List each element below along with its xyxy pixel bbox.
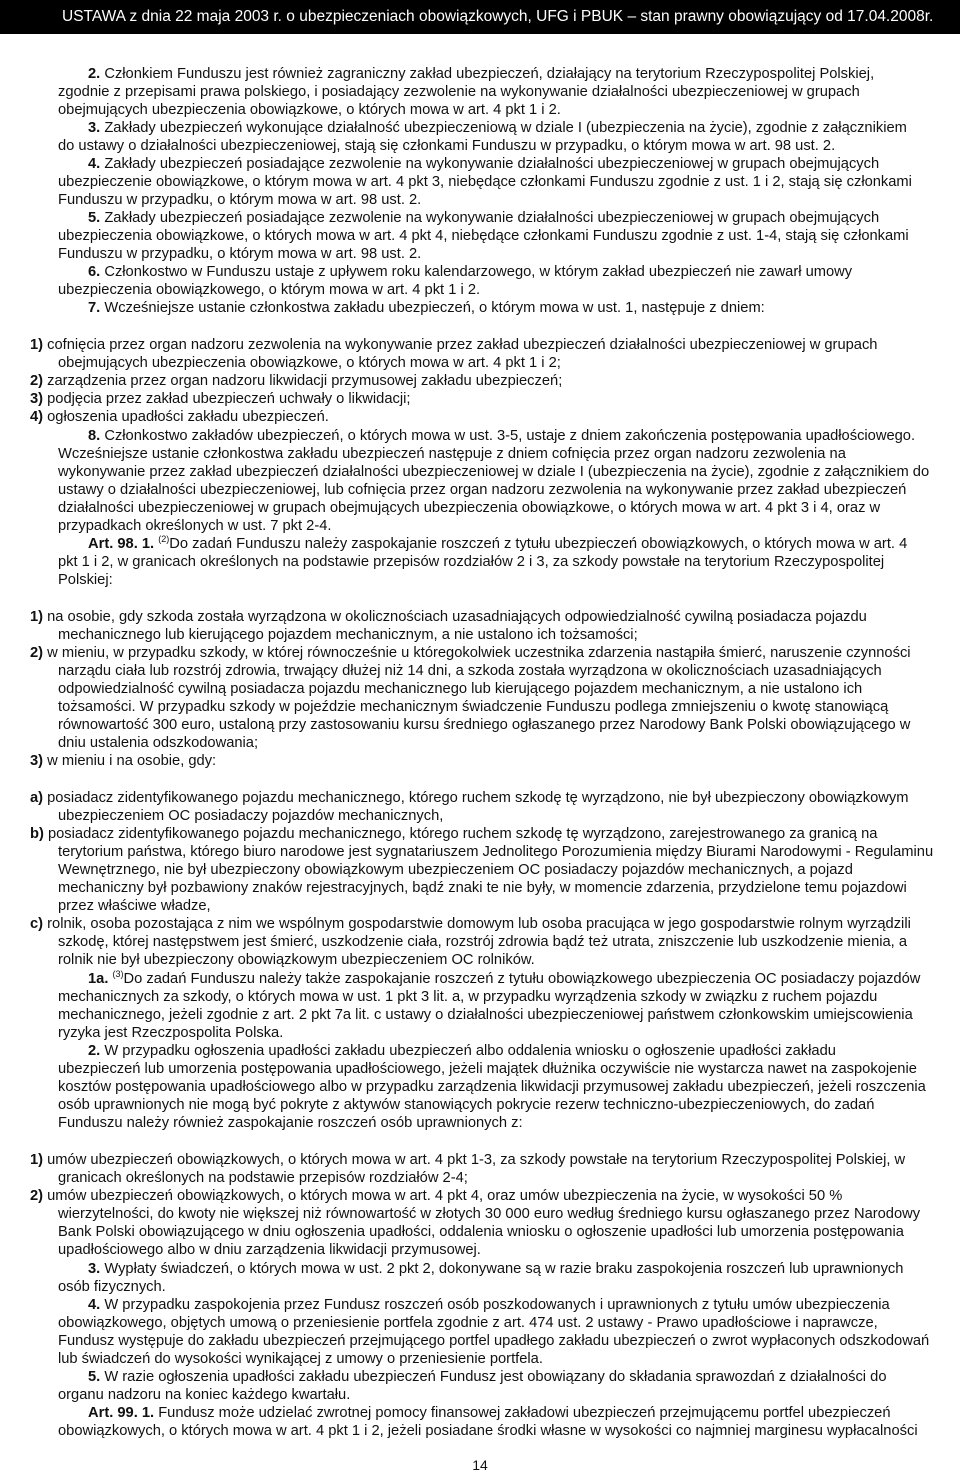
text-line [58,1241,481,1259]
section-number: 7. [88,300,101,316]
text-line [58,897,211,915]
text-line [30,336,877,354]
line-text: do ustawy o działalności ubezpieczeniowej, stają się członkami Funduszu w przypadku, o którym mowa w art. 98 ust. 2. [58,138,836,154]
text-line [58,626,638,644]
line-text: posiadacz zidentyfikowanego pojazdu mechanicznego, którego ruchem szkodę tę wyrządzono, zarejestrowanego za granicą na [43,826,878,842]
section-number: 3. [88,1261,101,1277]
text-line [58,1169,468,1187]
line-text: obowiązkowego, objętych umową o przeniesienie portfela zgodnie z art. 474 ust. 2 ustawy - Prawo upadłościowe i naprawcze, [58,1315,878,1331]
line-text: Wewnętrznego, nie był ubezpieczony obowiązkowym ubezpieczeniem OC posiadaczy pojazdów mechanicznych, a pojazd [58,862,853,878]
text-line [58,734,258,752]
text-line [30,1151,905,1169]
line-text: ubezpieczenia obowiązkowego, o którym mowa w art. 4 pkt 1 i 2. [58,282,481,298]
footnote-ref: (3) [112,969,124,980]
section-number: 1a. [88,971,109,987]
text-line [88,65,874,83]
line-text: terytorium państwa, którego biuro narodowe jest sygnatariuszem Jednolitego Porozumienia między Biurami Narodowymi - Regulaminu [58,844,934,860]
text-line [30,408,329,426]
line-text: obejmujących ubezpieczenia obowiązkowe, o których mowa w art. 4 pkt 1 i 2. [58,102,561,118]
line-text: ubezpieczeniem OC posiadaczy pojazdów mechanicznych, [58,808,444,824]
line-text: mechanicznego lub kierującego pojazdem mechanicznym, a nie ustalono ich tożsamości; [58,627,638,643]
text-line [58,553,884,571]
line-text: Fundusz występuje do zakładu ubezpieczeń przejmującego portfel upadłego zakładu ubezpieczeń o zwrot wypłaconych odszkodowań [58,1333,930,1349]
section-number: 4. [88,1297,101,1313]
text-line [58,1006,913,1024]
line-text: tożsamości. W przypadku szkody w pojeździe mechanicznym świadczenie Funduszu podlega zmniejszeniu o kwotę stanowiącą [58,699,889,715]
section-number: 2) [30,373,44,389]
line-text: upadłościowego albo w dniu zarządzenia likwidacji przymusowej. [58,1242,481,1258]
text-line [58,1350,543,1368]
line-text: posiadacz zidentyfikowanego pojazdu mechanicznego, którego ruchem szkodę tę wyrządzono, nie był ubezpieczony obowiązkowym [43,790,909,806]
line-text: obejmujących ubezpieczenia obowiązkowe, o których mowa w art. 4 pkt 1 i 2; [58,355,561,371]
text-line [58,662,882,680]
section-number: Art. 99. 1. [88,1405,155,1421]
line-text: zgodnie z przepisami prawa polskiego, i posiadający zezwolenie na wykonywanie działalności ubezpieczeniowej w grupach [58,84,860,100]
line-text: ogłoszenia upadłości zakładu ubezpieczeń. [43,409,329,425]
text-line [88,119,907,137]
text-line [58,1332,929,1350]
line-text: mechanicznego, jeżeli zgodnie z art. 2 pkt 7a lit. c ustawy o działalności ubezpieczeniowej państwem członkowskim umiejscowienia [58,1007,913,1023]
line-text: narządu ciała lub rozstrój zdrowia, trwający dłużej niż 14 dni, a szkoda została wyrządzona w okolicznościach uzasadniających [58,663,882,679]
text-line [58,807,443,825]
text-line [30,1187,842,1205]
text-line [58,173,912,191]
text-line [58,137,835,155]
text-line [58,227,909,245]
line-text: szkodę, której następstwem jest śmierć, uszkodzenie ciała, rozstrój zdrowia bądź też utrata, zniszczenie lub uszkodzenie mienia, a [58,934,907,950]
document-header: USTAWA z dnia 22 maja 2003 r. o ubezpieczeniach obowiązkowych, UFG i PBUK – stan prawny obowiązujący od 17.04.2008r. [0,0,960,34]
text-line [58,951,535,969]
section-number: 3) [30,391,44,407]
line-text: Bank Polski obowiązującego w dniu ogłoszenia upadłości, oddalenia wniosku o ogłoszenie upadłości lub umorzenia postępowania [58,1224,904,1240]
text-line [88,427,915,445]
text-line [30,789,908,807]
line-text: W przypadku zaspokojenia przez Fundusz roszczeń osób poszkodowanych i uprawnionych z tytułu umów ubezpieczenia [100,1297,890,1313]
section-number: 3. [88,120,101,136]
text-line [58,1386,350,1404]
footnote-ref: (2) [158,534,170,545]
line-text: mechanicznych za szkody, o których mowa w ust. 1 pkt 3 lit. a, w przypadku wyrządzenia szkody w związku z ruchem pojazdu [58,989,878,1005]
text-line [58,191,421,209]
line-text: granicach określonych na podstawie przepisów rozdziałów 2-4; [58,1170,468,1186]
line-text: umów ubezpieczeń obowiązkowych, o których mowa w art. 4 pkt 4, oraz umów ubezpieczenia na życie, w wysokości 50 % [43,1188,843,1204]
line-text: W razie ogłoszenia upadłości zakładu ubezpieczeń Fundusz jest obowiązany do składania sprawozdań z działalności do [100,1369,887,1385]
line-text: ubezpieczenia obowiązkowe, o których mowa w art. 4 pkt 4, niebędące członkami Funduszu zgodnie z ust. 1-4, stają się członkami [58,228,909,244]
text-line [58,481,906,499]
text-line [58,861,853,879]
line-text: pkt 1 i 2, w granicach określonych na podstawie przepisów rozdziałów 2 i 3, za szkody powstałe na terytorium Rzeczypospolitej [58,554,885,570]
section-number: 3) [30,753,44,769]
line-text: lub świadczeń do wysokości wynikającej z umowy o przeniesienie portfela. [58,1351,543,1367]
text-line [88,535,907,553]
line-text: wierzytelności, do kwoty nie większej niż równowartość w złotych 30 000 euro według średniego kursu ogłaszanego przez Narodowy [58,1206,921,1222]
line-text: Funduszu w przypadku, o którym mowa w art. 98 ust. 2. [58,192,422,208]
line-text: rolnik nie był ubezpieczony obowiązkowym ubezpieczeniem OC rolników. [58,952,535,968]
line-text: Funduszu w przypadku, o którym mowa w art. 98 ust. 2. [58,246,422,262]
section-number: 5. [88,210,101,226]
text-line [30,825,877,843]
text-line [58,571,113,589]
line-text: Wcześniejsze ustanie członkostwa zakładu ubezpieczeń, o którym mowa w ust. 1, następuje z dniem: [100,300,765,316]
line-text: Zakłady ubezpieczeń posiadające zezwolenie na wykonywanie działalności ubezpieczeniowej w grupach obejmujących [100,210,880,226]
text-line [58,517,331,535]
line-text: Zakłady ubezpieczeń wykonujące działalność ubezpieczeniową w dziale I (ubezpieczenia na życie), zgodnie z załącznikiem [100,120,907,136]
text-line [88,1404,891,1422]
text-line [88,1296,890,1314]
text-line [58,1223,904,1241]
text-line [30,608,867,626]
text-line [58,445,846,463]
line-text: podjęcia przez zakład ubezpieczeń uchwały o likwidacji; [43,391,411,407]
line-text: Fundusz może udzielać zwrotnej pomocy finansowej zakładowi ubezpieczeń przejmującemu portfel ubezpieczeń [154,1405,891,1421]
section-number: 2) [30,1188,44,1204]
section-number: Art. 98. 1. [88,536,155,552]
line-text: odpowiedzialność cywilną posiadacza pojazdu mechanicznego lub kierującego pojazdem mechanicznym, a nie ustalono ich [58,681,863,697]
section-number: 4. [88,156,101,172]
text-line [58,1078,926,1096]
line-text: Funduszu należy również zaspokajanie roszczeń osób uprawnionych z: [58,1115,523,1131]
page-number: 14 [472,1457,488,1473]
text-line [58,698,888,716]
text-line [58,1060,917,1078]
text-line [58,83,860,101]
section-number: 4) [30,409,44,425]
line-text: W przypadku ogłoszenia upadłości zakładu ubezpieczeń albo oddalenia wniosku o ogłoszenie upadłości zakładu [100,1043,836,1059]
line-text: Zakłady ubezpieczeń posiadające zezwolenie na wykonywanie działalności ubezpieczeniowej w grupach obejmujących [100,156,880,172]
section-number: 5. [88,1369,101,1385]
text-line [88,1260,903,1278]
line-text: na osobie, gdy szkoda została wyrządzona w okolicznościach uzasadniających odpowiedzialność cywilną posiadacza pojazdu [43,609,867,625]
line-text: ubezpieczenie obowiązkowe, o którym mowa w art. 4 pkt 3, niebędące członkami Funduszu zgodnie z ust. 1 i 2, stają się członkami [58,174,912,190]
line-text: równowartość 300 euro, ustaloną przy zastosowaniu kursu średniego ogłaszanego przez Narodowy Bank Polski obowiązującego w [58,717,911,733]
line-text: Wypłaty świadczeń, o których mowa w ust. 2 pkt 2, dokonywane są w razie braku zaspokojenia roszczeń lub uprawnionych [100,1261,904,1277]
line-text: Polskiej: [58,572,113,588]
text-line [58,1278,166,1296]
text-line [88,263,852,281]
line-text: osób uprawnionych nie mogą być pokryte z aktywów stanowiących pokrycie rezerw techniczno-ubezpieczeniowych, do zadań [58,1097,875,1113]
text-line [58,1096,874,1114]
text-line [88,1368,887,1386]
section-number: 8. [88,428,101,444]
line-text: ryzyka jest Rzeczpospolita Polska. [58,1025,284,1041]
line-text: dniu ustalenia odszkodowania; [58,735,259,751]
section-number: 1) [30,337,44,353]
text-line [30,372,562,390]
section-number: b) [30,826,44,842]
line-text: Członkiem Funduszu jest również zagraniczny zakład ubezpieczeń, działający na terytorium Rzeczypospolitej Polskiej, [100,66,875,82]
line-text: działalności ubezpieczeniowej w grupach obejmujących ubezpieczenia obowiązkowe, o których mowa w art. 4 pkt 3 i 4, oraz w [58,500,881,516]
text-line [30,752,216,770]
section-number: 2) [30,645,44,661]
line-text: Członkostwo zakładów ubezpieczeń, o których mowa w ust. 3-5, ustaje z dniem zakończenia postępowania upadłościowego. [100,428,916,444]
line-text: rolnik, osoba pozostająca z nim we wspólnym gospodarstwie domowym lub osoba pracująca w jego gospodarstwie rolnym wyrządzili [43,916,911,932]
text-line [58,354,561,372]
line-text: w mieniu, w przypadku szkody, w której równocześnie u któregokolwiek uczestnika zdarzenia nastąpiła śmierć, naruszenie czynności [43,645,911,661]
text-line [58,843,933,861]
text-line [88,209,879,227]
line-text: ubezpieczeń lub umorzenia postępowania upadłościowego, jeżeli majątek dłużnika oczywiście nie wystarcza nawet na zaspokojenie [58,1061,917,1077]
line-text: organu nadzoru na koniec każdego kwartału. [58,1387,351,1403]
text-line [58,499,880,517]
section-number: 2. [88,66,101,82]
text-line [58,1205,920,1223]
text-line [58,1422,918,1440]
text-line [30,644,911,662]
section-number: 1) [30,1152,44,1168]
line-text: przez właściwe władze, [58,898,211,914]
line-text: obowiązkowych, o których mowa w art. 4 pkt 1 i 2, jeżeli posiadane środki własne w wysokości co najmniej marginesu wypłacalności [58,1423,918,1439]
text-line [30,390,410,408]
text-line [58,988,877,1006]
text-line [88,970,920,988]
line-text: przypadkach określonych w ust. 7 pkt 2-4. [58,518,332,534]
line-text: zarządzenia przez organ nadzoru likwidacji przymusowej zakładu ubezpieczeń; [43,373,563,389]
text-line [58,1024,283,1042]
text-line [30,915,911,933]
line-text: ustawy o działalności ubezpieczeniowej, lub cofnięcia przez organ nadzoru zezwolenia na wykonywanie przez zakład ubezpieczeń [58,482,907,498]
text-line [58,1314,878,1332]
section-number: c) [30,916,44,932]
text-line [88,299,765,317]
text-line [58,716,910,734]
line-text: umów ubezpieczeń obowiązkowych, o których mowa w art. 4 pkt 1-3, za szkody powstałe na terytorium Rzeczypospolitej Polskiej, w [43,1152,906,1168]
text-line [58,463,929,481]
line-text: mechaniczny był pozbawiony znaków rejestracyjnych, bądź znaki te nie były, w momencie zdarzenia, przydzielone temu pojazdowi [58,880,907,896]
section-number: a) [30,790,44,806]
line-text: cofnięcia przez organ nadzoru zezwolenia na wykonywanie przez zakład ubezpieczeń działalności ubezpieczeniowej w grupach [43,337,878,353]
text-line [58,933,907,951]
section-number: 6. [88,264,101,280]
text-line [58,245,421,263]
text-line [88,1042,836,1060]
text-line [58,680,862,698]
line-text: Do zadań Funduszu należy także zaspokajanie roszczeń z tytułu obowiązkowego ubezpieczenia OC posiadaczy pojazdów [123,971,921,987]
text-line [58,101,561,119]
line-text: w mieniu i na osobie, gdy: [43,753,217,769]
text-line [58,281,480,299]
text-line [58,1114,523,1132]
line-text: Wcześniejsze ustanie członkostwa zakładu ubezpieczeń następuje z dniem cofnięcia przez organ nadzoru zezwolenia na [58,446,846,462]
line-text: kosztów postępowania upadłościowego albo w przypadku zarządzenia likwidacji przymusowej zakładu ubezpieczeń, jeżeli roszczenia [58,1079,926,1095]
line-text: wykonywanie przez zakład ubezpieczeń działalności ubezpieczeniowej w dziale I (ubezpieczenia na życie), zgodnie z załącznikiem do [58,464,930,480]
line-text: osób fizycznych. [58,1279,166,1295]
line-text: Członkostwo w Funduszu ustaje z upływem roku kalendarzowego, w którym zakład ubezpieczeń nie zawarł umowy [100,264,853,280]
section-number: 1) [30,609,44,625]
text-line [58,879,907,897]
section-number: 2. [88,1043,101,1059]
text-line [88,155,879,173]
line-text: Do zadań Funduszu należy zaspokajanie roszczeń z tytułu ubezpieczeń obowiązkowych, o których mowa w art. 4 [169,536,908,552]
